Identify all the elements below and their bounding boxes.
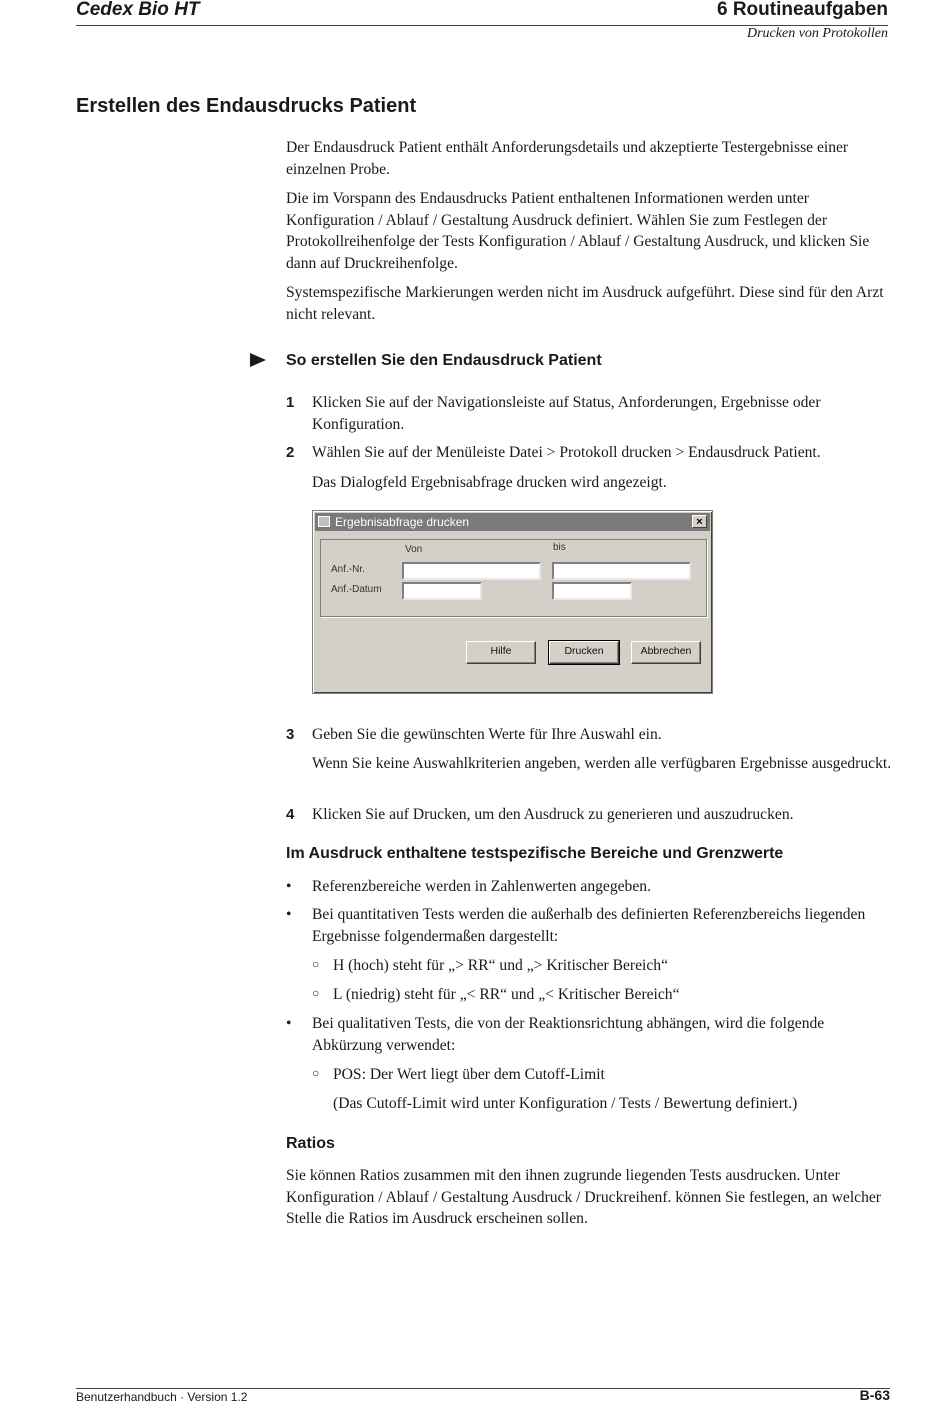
- bullet-item: [286, 904, 892, 947]
- procedure-title: [250, 352, 602, 370]
- arrow-right-icon: [250, 353, 266, 367]
- step-text: Klicken Sie auf der Navigationsleiste auf Status, Anforderungen, Ergebnisse oder Konfiguration.: [312, 394, 821, 433]
- help-button[interactable]: Hilfe: [466, 641, 536, 664]
- to-column-label: bis: [553, 542, 566, 553]
- bullet-item: [286, 876, 892, 898]
- sub-bullet-text: H (hoch) steht für „> RR“ und „> Kritischer Bereich“: [333, 957, 668, 974]
- step-text: Wählen Sie auf der Menüleiste Datei > Protokoll drucken > Endausdruck Patient.: [312, 444, 821, 461]
- step-number: 2: [286, 444, 295, 461]
- step-text: Wenn Sie keine Auswahlkriterien angeben, werden alle verfügbaren Ergebnisse ausgedruckt.: [312, 755, 892, 772]
- intro-paragraph: Systemspezifische Markierungen werden nicht im Ausdruck aufgeführt. Diese sind für den Arzt nicht relevant.: [286, 284, 884, 323]
- page-number: B-63: [859, 1387, 890, 1403]
- bullet-icon: •: [286, 878, 292, 895]
- sub-bullet-item: [312, 1064, 892, 1086]
- ratios-text: Sie können Ratios zusammen mit den ihnen zugrunde liegenden Tests ausdrucken. Unter Konfiguration / Ablauf / Gestaltung Ausdruck / Druckreihenf. können Sie festlegen, an welcher Stelle die Ratios im Ausdruck erscheinen sollen.: [286, 1167, 881, 1227]
- print-query-dialog: [312, 510, 713, 694]
- section-title: Drucken von Protokollen: [747, 26, 888, 41]
- intro-paragraph: Der Endausdruck Patient enthält Anforderungsdetails und akzeptierte Testergebnisse einer einzelnen Probe.: [286, 139, 849, 178]
- order-number-label: Anf.-Nr.: [331, 564, 365, 575]
- step-3-note: [286, 753, 892, 775]
- intro-text: [286, 137, 892, 333]
- page-title: Erstellen des Endausdrucks Patient: [76, 95, 417, 117]
- sub-bullet-text: (Das Cutoff-Limit wird unter Konfiguration / Tests / Bewertung definiert.): [333, 1095, 798, 1112]
- step-text: Geben Sie die gewünschten Werte für Ihre Auswahl ein.: [312, 726, 662, 743]
- order-date-label: Anf.-Datum: [331, 584, 382, 595]
- sub-bullet-text: L (niedrig) steht für „< RR“ und „< Kritischer Bereich“: [333, 986, 680, 1003]
- step-2: [286, 442, 892, 464]
- dialog-title: Ergebnisabfrage drucken: [335, 515, 470, 529]
- bullet-text: Referenzbereiche werden in Zahlenwerten angegeben.: [312, 878, 651, 895]
- close-icon[interactable]: ×: [692, 515, 707, 528]
- app-icon: [318, 516, 330, 527]
- circle-bullet-icon: ○: [312, 986, 320, 1000]
- dialog-titlebar: [315, 513, 710, 531]
- ranges-heading: Im Ausdruck enthaltene testspezifische Bereiche und Grenzwerte: [286, 845, 784, 862]
- product-name: Cedex Bio HT: [76, 0, 200, 20]
- circle-bullet-icon: ○: [312, 957, 320, 971]
- step-3: [286, 724, 892, 746]
- order-date-from-input[interactable]: [402, 582, 482, 600]
- order-number-to-input[interactable]: [552, 562, 691, 580]
- procedure-title-text: So erstellen Sie den Endausdruck Patient: [286, 352, 602, 369]
- chapter-title: 6 Routineaufgaben: [716, 0, 888, 20]
- bullet-icon: •: [286, 906, 292, 923]
- bullet-icon: •: [286, 1015, 292, 1032]
- sub-bullet-item: [312, 984, 892, 1006]
- sub-bullet-item: [312, 955, 892, 977]
- circle-bullet-icon: ○: [312, 1066, 320, 1080]
- step-number: 4: [286, 806, 295, 823]
- cancel-button[interactable]: Abbrechen: [631, 641, 701, 664]
- sub-bullet-text: POS: Der Wert liegt über dem Cutoff-Limit: [333, 1066, 605, 1083]
- print-button[interactable]: Drucken: [549, 641, 619, 664]
- ratios-heading: Ratios: [286, 1135, 335, 1152]
- step-number: 1: [286, 394, 295, 411]
- step-text: Das Dialogfeld Ergebnisabfrage drucken wird angezeigt.: [312, 474, 667, 491]
- step-text: Klicken Sie auf Drucken, um den Ausdruck zu generieren und auszudrucken.: [312, 806, 794, 823]
- from-column-label: Von: [405, 544, 423, 555]
- order-number-from-input[interactable]: [402, 562, 541, 580]
- footer-rule: [76, 1388, 890, 1389]
- order-date-to-input[interactable]: [552, 582, 632, 600]
- step-1: [286, 392, 892, 435]
- step-2-result: [286, 472, 892, 494]
- bullet-text: Bei qualitativen Tests, die von der Reaktionsrichtung abhängen, wird die folgende Abkürzung verwendet:: [312, 1015, 825, 1054]
- step-number: 3: [286, 726, 295, 743]
- bullet-item: [286, 1013, 892, 1056]
- intro-paragraph: Die im Vorspann des Endausdrucks Patient enthaltenen Informationen werden unter Konfiguration / Ablauf / Gestaltung Ausdruck definiert. Wählen Sie zum Festlegen der Protokollreihenfolge der Tests Konfiguration / Ablauf / Gestaltung Ausdruck, und klicken Sie dann auf Druckreihenfolge.: [286, 190, 870, 272]
- sub-bullet-note: [312, 1093, 892, 1115]
- footer-document-version: Benutzerhandbuch · Version 1.2: [76, 1390, 248, 1404]
- bullet-text: Bei quantitativen Tests werden die außerhalb des definierten Referenzbereichs liegenden Ergebnisse folgendermaßen dargestellt:: [312, 906, 866, 945]
- step-4: [286, 804, 892, 826]
